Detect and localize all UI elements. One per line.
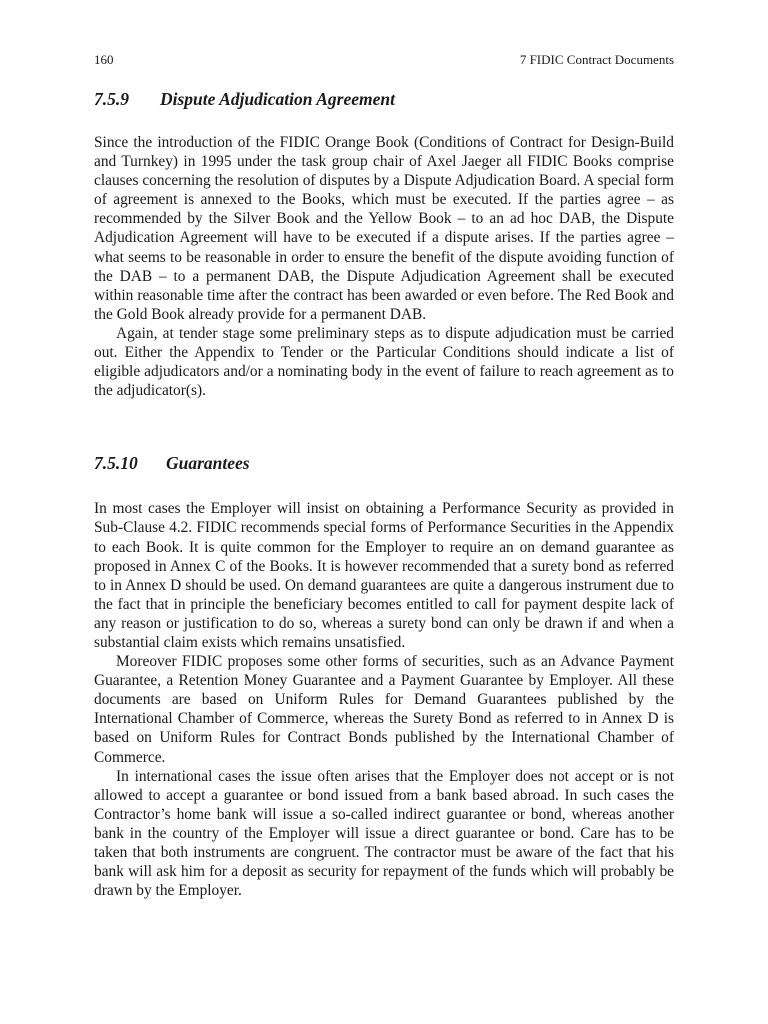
paragraph: Since the introduction of the FIDIC Orange Book (Conditions of Contract for Design-Build and Turnkey) in 1995 under the task group chair of Axel Jaeger all FIDIC Books comprise clauses concerning the resolution of disputes by a Dispute Adjudication Board. A special form of agreement is annexed to the Books, which must be executed. If the parties agree – as recommended by the Silver Book and the Yellow Book – to an ad hoc DAB, the Dispute Adjudication Agreement will have to be executed if a dispute arises. If the parties agree – what seems to be reasonable in order to ensure the benefit of the dispute avoiding function of the DAB – to a permanent DAB, the Dispute Adjudication Agreement shall be executed within reasonable time after the contract has been awarded or even before. The Red Book and the Gold Book already provide for a permanent DAB. [94,134,674,323]
section-title: Guarantees [166,453,250,474]
paragraph: In international cases the issue often arises that the Employer does not accept or is not allowed to accept a guarantee or bond issued from a bank based abroad. In such cases the Contractor’s home bank will issue a so-called indirect guarantee or bond, whereas another bank in the country of the Employer will issue a direct guarantee or bond. Care has to be taken that both instruments are congruent. The contractor must be aware of the fact that his bank will ask him for a deposit as security for repayment of the funds which will probably be drawn by the Employer. [94,767,674,900]
page-number: 160 [94,52,114,67]
section-number: 7.5.9 [94,89,129,109]
paragraph: Again, at tender stage some preliminary steps as to dispute adjudication must be carried out. Either the Appendix to Tender or the Particular Conditions should indicate a list of eligible adjudicators and/or a nominating body in the event of failure to reach agreement as to the adjudicator(s). [94,324,674,400]
section-title: Dispute Adjudication Agreement [160,89,395,109]
section-heading-guarantees [94,452,674,474]
section-body-guarantees [94,499,674,900]
section-body-dispute-adjudication [94,133,674,400]
paragraph: In most cases the Employer will insist on obtaining a Performance Security as provided in Sub-Clause 4.2. FIDIC recommends special forms of Performance Securities in the Appendix to each Book. It is quite common for the Employer to require an on demand guarantee as proposed in Annex C of the Books. It is however recommended that a surety bond as referred to in Annex D should be used. On demand guarantees are quite a dangerous instrument due to the fact that in principle the beneficiary becomes entitled to call for payment despite lack of any reason or justification to do so, whereas a surety bond can only be drawn if and when a substantial claim exists which remains unsatisfied. [94,500,674,651]
document-page [94,52,674,900]
section-heading-dispute-adjudication [94,88,674,110]
paragraph: Moreover FIDIC proposes some other forms of securities, such as an Advance Payment Guarantee, a Retention Money Guarantee and a Payment Guarantee by Employer. All these documents are based on Uniform Rules for Demand Guarantees published by the International Chamber of Commerce, whereas the Surety Bond as referred to in Annex D is based on Uniform Rules for Contract Bonds published by the International Chamber of Commerce. [94,653,674,766]
chapter-title: 7 FIDIC Contract Documents [519,52,674,67]
section-number: 7.5.10 [94,453,138,474]
running-header [94,52,674,68]
